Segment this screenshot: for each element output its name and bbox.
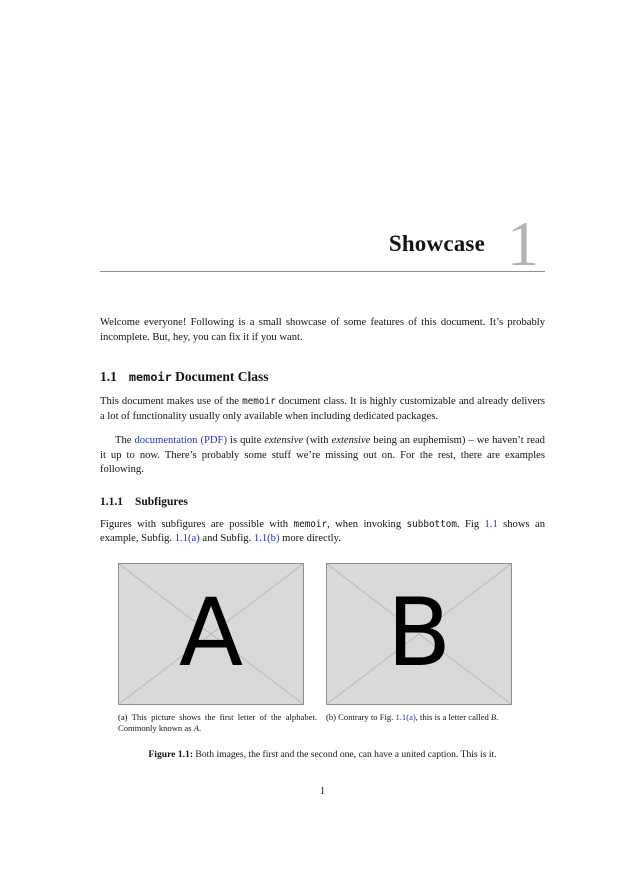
chapter-number: 1 bbox=[507, 208, 539, 279]
text-segment: , this is a letter called bbox=[415, 711, 491, 722]
text-segment: extensive bbox=[331, 435, 371, 447]
text-segment: 1.1 bbox=[100, 369, 117, 385]
text-segment: Both images, the first and the second one, can have a united caption. This is it. bbox=[193, 749, 497, 760]
chapter-title: Showcase bbox=[388, 231, 485, 257]
text-segment: and Subfig. bbox=[199, 533, 254, 545]
text-segment: document class. It is highly customizable and already delivers a lot of functionality usually only available when including dedicated packages. bbox=[100, 396, 546, 422]
text-segment: Document Class bbox=[171, 369, 269, 385]
paragraph-memoir-1 bbox=[100, 395, 545, 424]
subfigure-b bbox=[326, 563, 525, 735]
text-segment: memoir bbox=[128, 370, 172, 385]
subfigure-a bbox=[118, 563, 317, 735]
page-number: 1 bbox=[319, 786, 326, 797]
subcaption-b bbox=[326, 712, 525, 724]
subsection-heading-1-1-1 bbox=[100, 496, 545, 508]
text-segment: shows an example, Subfig. bbox=[100, 518, 545, 545]
subcaption-a bbox=[118, 712, 317, 735]
text-segment: more directly. bbox=[279, 533, 341, 545]
text-segment: . bbox=[198, 723, 202, 734]
text-segment: Subfigures bbox=[135, 495, 188, 508]
placeholder-image-b bbox=[326, 563, 512, 705]
text-segment: Figures with subfigures are possible with bbox=[100, 518, 294, 530]
text-segment: subbottom bbox=[406, 518, 457, 530]
text-link[interactable]: 1.1 bbox=[484, 518, 498, 530]
text-segment: extensive bbox=[264, 435, 304, 447]
text-segment: Welcome everyone! Following is a small showcase of some features of this document. It’s probably incomplete. But, hey, you can fix it if you want. bbox=[100, 317, 545, 343]
text-link[interactable]: 1.1(b) bbox=[253, 533, 280, 545]
text-block bbox=[100, 0, 545, 877]
paragraph-memoir-2 bbox=[100, 434, 545, 478]
text-segment: (b) Contrary to Fig. bbox=[326, 711, 396, 722]
chapter-header bbox=[100, 208, 545, 279]
text-link[interactable]: 1.1(a) bbox=[395, 711, 416, 722]
text-segment: , when invoking bbox=[327, 518, 407, 530]
text-segment: A bbox=[193, 723, 199, 734]
section-heading-1-1 bbox=[100, 369, 545, 385]
paragraph-intro bbox=[100, 316, 545, 345]
text-link[interactable]: documentation (PDF) bbox=[134, 435, 227, 447]
text-segment: . Fig bbox=[456, 518, 485, 530]
text-segment: The bbox=[115, 435, 135, 447]
text-segment: (a) This picture shows the first letter of the alphabet. Commonly known as bbox=[118, 711, 317, 734]
figure-1-1 bbox=[100, 563, 545, 762]
text-segment: This document makes use of the bbox=[100, 396, 243, 408]
text-link[interactable]: 1.1(a) bbox=[174, 533, 200, 545]
text-segment: memoir bbox=[242, 396, 276, 408]
text-segment: 1.1.1 bbox=[100, 495, 123, 508]
placeholder-letter-a: A bbox=[178, 578, 244, 688]
paragraph-subfigures bbox=[100, 518, 545, 547]
text-segment: being an euphemism) – we haven’t read it up to now. There’s probably some stuff we’re missing out on. For the rest, there are examples following. bbox=[100, 435, 545, 476]
text-segment: memoir bbox=[293, 518, 328, 530]
subfigure-row bbox=[118, 563, 545, 735]
text-segment: Figure 1.1: bbox=[148, 749, 194, 760]
text-segment: (with bbox=[303, 435, 332, 447]
placeholder-letter-b: B bbox=[386, 578, 452, 688]
placeholder-image-a bbox=[118, 563, 304, 705]
figure-caption bbox=[100, 749, 545, 762]
text-segment: is quite bbox=[226, 435, 265, 447]
text-segment: . bbox=[496, 711, 499, 722]
text-segment: B bbox=[490, 711, 497, 722]
